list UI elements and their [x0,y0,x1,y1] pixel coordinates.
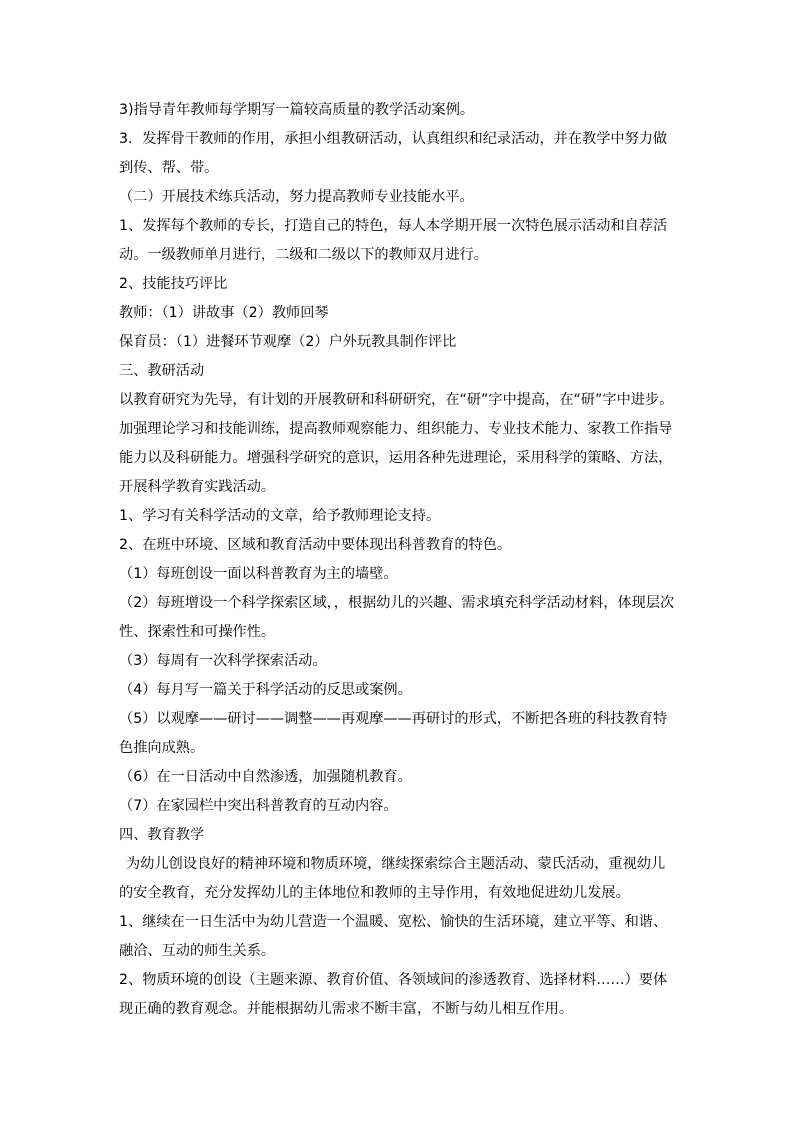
heading-education-teaching: 四、教育教学 [119,827,205,843]
heading-teaching-research: 三、教研活动 [119,363,205,379]
paragraph-material-environment: 2、物质环境的创设（主题来源、教育价值、各领域间的渗透教育、选择材料……）要体现正确的教育观念。并能根据幼儿需求不断丰富，不断与幼儿相互作用。 [119,972,668,1017]
list-item-daily-infiltration: （6）在一日活动中自然渗透，加强随机教育。 [119,769,412,785]
paragraph-guide-young-teachers: 3)指导青年教师每学期写一篇较高质量的教学活动案例。 [119,102,475,118]
list-item-exploration-area: （2）每班增设一个科学探索区域，，根据幼儿的兴趣、需求填充科学活动材料，体现层次性、探索性和可操作性。 [119,595,675,640]
heading-skill-training: （二）开展技术练兵活动，努力提高教师专业技能水平。 [119,189,474,205]
paragraph-caregiver-items: 保育员：（1）进餐环节观摩（2）户外玩教具制作评比 [119,334,457,350]
list-item-science-wall: （1）每班创设一面以科普教育为主的墙壁。 [119,566,398,582]
paragraph-teacher-items: 教师：（1）讲故事（2）教师回琴 [119,305,329,321]
document-body [119,96,679,1024]
paragraph-skill-competition: 2、技能技巧评比 [119,276,228,292]
paragraph-study-articles: 1、学习有关科学活动的文章，给予教师理论支持。 [119,508,441,524]
list-item-observation-cycle: （5）以观摩——研讨——调整——再观摩——再研讨的形式，不断把各班的科技教育特色推向成熟。 [119,711,668,756]
list-item-weekly-activity: （3）每周有一次科学探索活动。 [119,653,327,669]
paragraph-research-intro: 以教育研究为先导，有计划的开展教研和科研研究，在“研”字中提高，在“研”字中进步。加强理论学习和技能训练，提高教师观察能力、组织能力、专业技术能力、家教工作指导能力以及科研能力。增强科学研究的意识，运用各种先进理论，采用科学的策略、方法，开展科学教育实践活动。 [119,392,674,495]
list-item-home-school-board: （7）在家园栏中突出科普教育的互动内容。 [119,798,398,814]
paragraph-backbone-teachers: 3．发挥骨干教师的作用，承担小组教研活动，认真组织和纪录活动，并在教学中努力做到传、帮、带。 [119,131,668,176]
paragraph-environment-intro: 为幼儿创设良好的精神环境和物质环境，继续探索综合主题活动、蒙氏活动，重视幼儿的安全教育，充分发挥幼儿的主体地位和教师的主导作用，有效地促进幼儿发展。 [119,856,666,901]
paragraph-science-features: 2、在班中环境、区域和教育活动中要体现出科普教育的特色。 [119,537,512,553]
list-item-monthly-reflection: （4）每月写一篇关于科学活动的反思或案例。 [119,682,412,698]
paragraph-teacher-specialty: 1、发挥每个教师的专长，打造自己的特色，每人本学期开展一次特色展示活动和自荐活动。一级教师单月进行，二级和二级以下的教师双月进行。 [119,218,668,263]
paragraph-daily-life-environment: 1、继续在一日生活中为幼儿营造一个温暖、宽松、愉快的生活环境，建立平等、和谐、融洽、互动的师生关系。 [119,914,668,959]
